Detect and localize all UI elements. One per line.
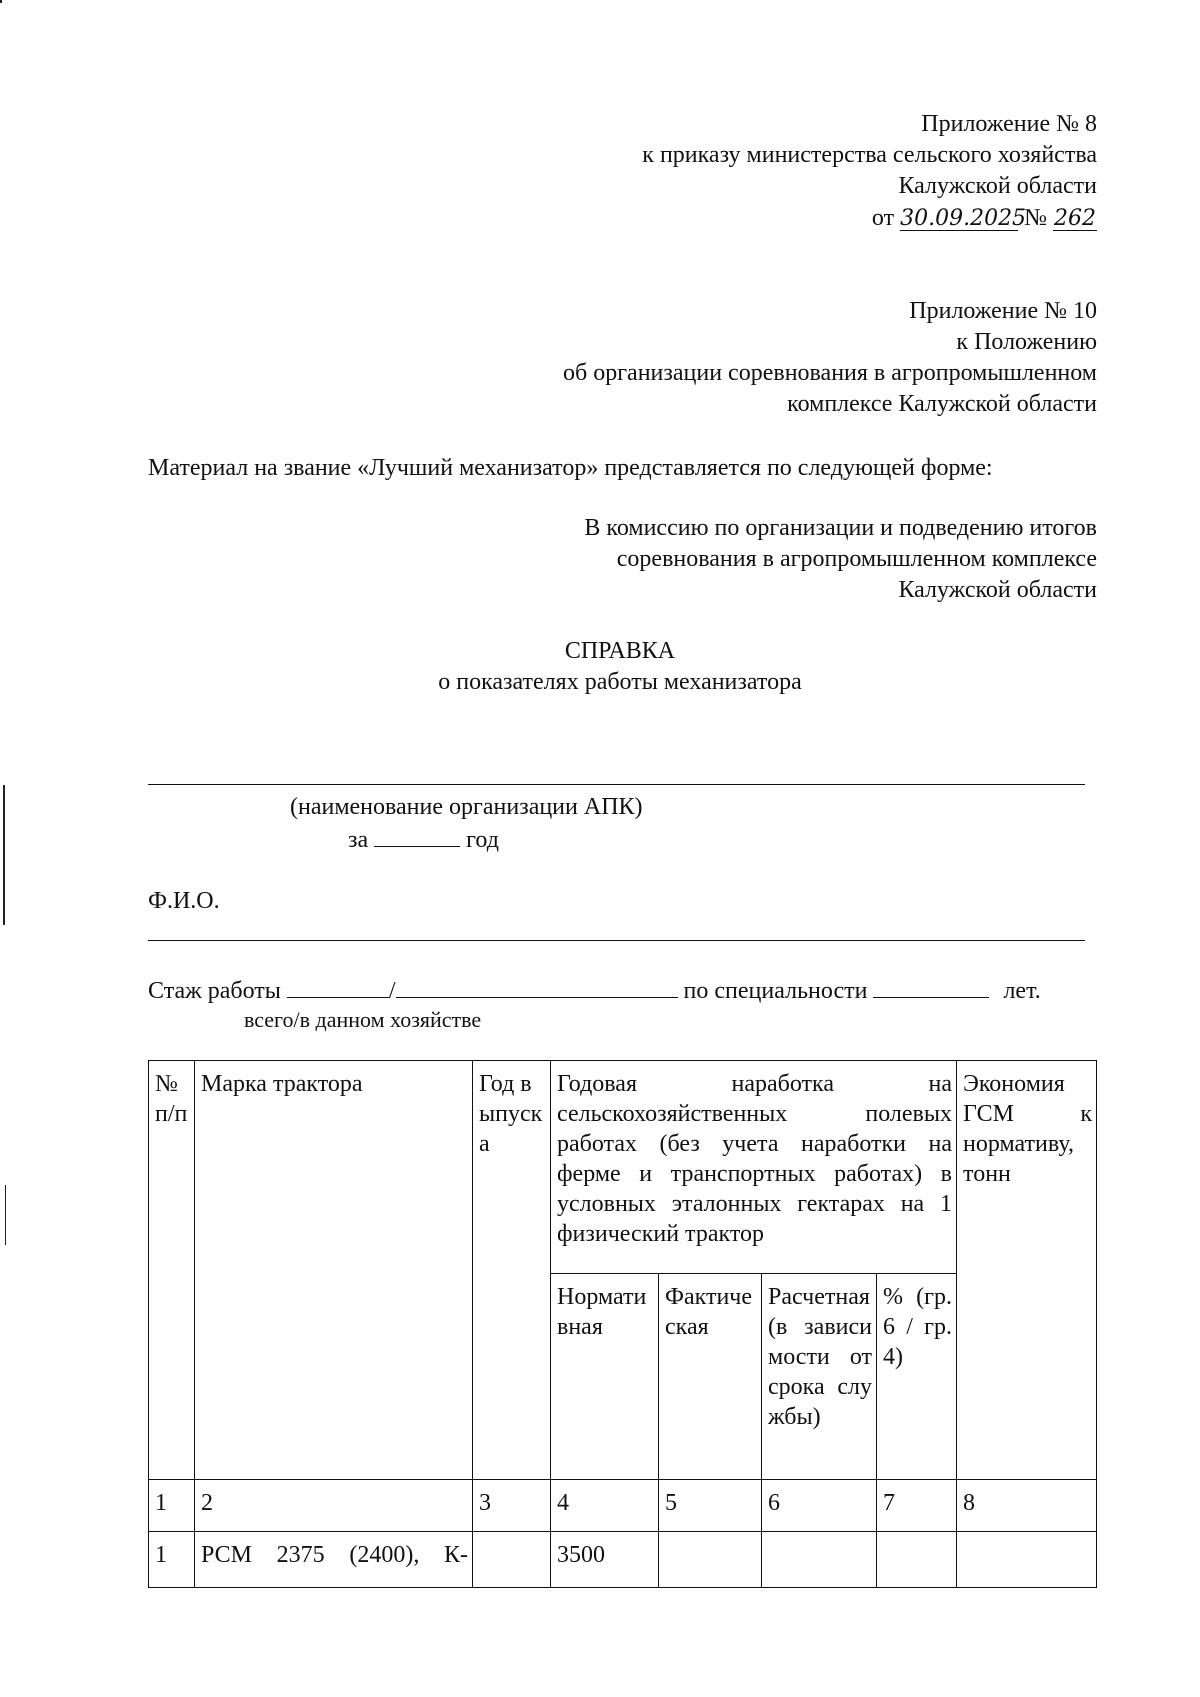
- row-calculated[interactable]: [762, 1532, 877, 1588]
- organization-caption: (наименование организации АПК): [290, 794, 643, 820]
- regulation-line-2: комплексе Калужской области: [787, 391, 1097, 417]
- col-number: 6: [762, 1480, 877, 1532]
- header-normative: Нормативная: [551, 1274, 659, 1480]
- header-annual-work: Годовая наработка на сельскохозяйственных полевых работах (без учета наработки на ферме и транспортных работах) в условных эталонных гектарах на 1 физический трактор: [551, 1061, 957, 1274]
- to-regulation: к Положению: [956, 329, 1097, 355]
- table-row: [149, 1532, 1097, 1588]
- specialty-field[interactable]: [873, 975, 989, 998]
- experience-label: Стаж работы: [148, 978, 281, 1004]
- header-percent: % (гр. 6 / гр. 4): [877, 1274, 957, 1480]
- year-suffix: год: [466, 827, 499, 853]
- experience-line: [148, 975, 1041, 1006]
- col-number: 7: [877, 1480, 957, 1532]
- row-brand: РСМ 2375 (2400), К-: [195, 1532, 473, 1588]
- handwritten-date: 30.09.2025: [900, 206, 1027, 231]
- margin-mark-left-lower: [5, 1185, 6, 1245]
- organization-field-line[interactable]: [148, 784, 1085, 785]
- col-number: 2: [195, 1480, 473, 1532]
- margin-mark-top: [0, 0, 2, 3]
- margin-mark-left: [3, 785, 5, 925]
- appendix8-title: Приложение № 8: [921, 111, 1097, 137]
- row-fuel[interactable]: [957, 1532, 1097, 1588]
- regulation-line-1: об организации соревнования в агропромышленном: [563, 360, 1097, 386]
- order-date-line: [872, 204, 1097, 233]
- year-field[interactable]: [374, 824, 460, 847]
- header-brand: Марка трактора: [195, 1061, 473, 1480]
- work-indicators-table: [148, 1060, 1097, 1588]
- col-number: 3: [473, 1480, 551, 1532]
- date-prefix: от: [871, 205, 895, 231]
- handwritten-number: 262: [1054, 206, 1096, 231]
- col-number: 5: [659, 1480, 762, 1532]
- number-sign: №: [1024, 205, 1047, 231]
- row-actual[interactable]: [659, 1532, 762, 1588]
- header-year: Год выпуска: [473, 1061, 551, 1480]
- intro-text: Материал на звание «Лучший механизатор» представляется по следующей форме:: [148, 455, 993, 481]
- addressee-line-1: В комиссию по организации и подведению итогов: [584, 515, 1097, 541]
- table-header-row: [149, 1061, 1097, 1274]
- column-number-row: [149, 1480, 1097, 1532]
- col-number: 4: [551, 1480, 659, 1532]
- col-number: 1: [149, 1480, 195, 1532]
- header-num: № п/п: [149, 1061, 195, 1480]
- header-calculated: Расчетная (в зависимости от срока службы): [762, 1274, 877, 1480]
- year-line: [348, 824, 499, 855]
- experience-total-field[interactable]: [287, 975, 389, 998]
- fio-field-line[interactable]: [148, 940, 1085, 941]
- experience-caption: всего/в данном хозяйстве: [244, 1007, 482, 1032]
- years-suffix: лет.: [1003, 978, 1041, 1004]
- addressee-line-2: соревнования в агропромышленном комплексе: [616, 546, 1097, 572]
- col-number: 8: [957, 1480, 1097, 1532]
- row-num: 1: [149, 1532, 195, 1588]
- region-line: Калужской области: [898, 173, 1097, 199]
- year-prefix: за: [348, 827, 369, 853]
- appendix10-title: Приложение № 10: [909, 298, 1097, 324]
- order-line: к приказу министерства сельского хозяйства: [642, 142, 1097, 168]
- experience-slash: /: [388, 978, 396, 1004]
- experience-farm-field[interactable]: [396, 975, 678, 998]
- addressee-line-3: Калужской области: [898, 577, 1097, 603]
- fio-label: Ф.И.О.: [148, 888, 220, 914]
- row-percent[interactable]: [877, 1532, 957, 1588]
- document-title: СПРАВКА: [564, 638, 676, 664]
- header-fuel-saving: Экономия ГСМ к нормативу, тонн: [957, 1061, 1097, 1480]
- row-year[interactable]: [473, 1532, 551, 1588]
- specialty-label: по специальности: [683, 978, 868, 1004]
- document-subtitle: о показателях работы механизатора: [438, 669, 802, 695]
- row-normative: 3500: [551, 1532, 659, 1588]
- header-actual: Фактическая: [659, 1274, 762, 1480]
